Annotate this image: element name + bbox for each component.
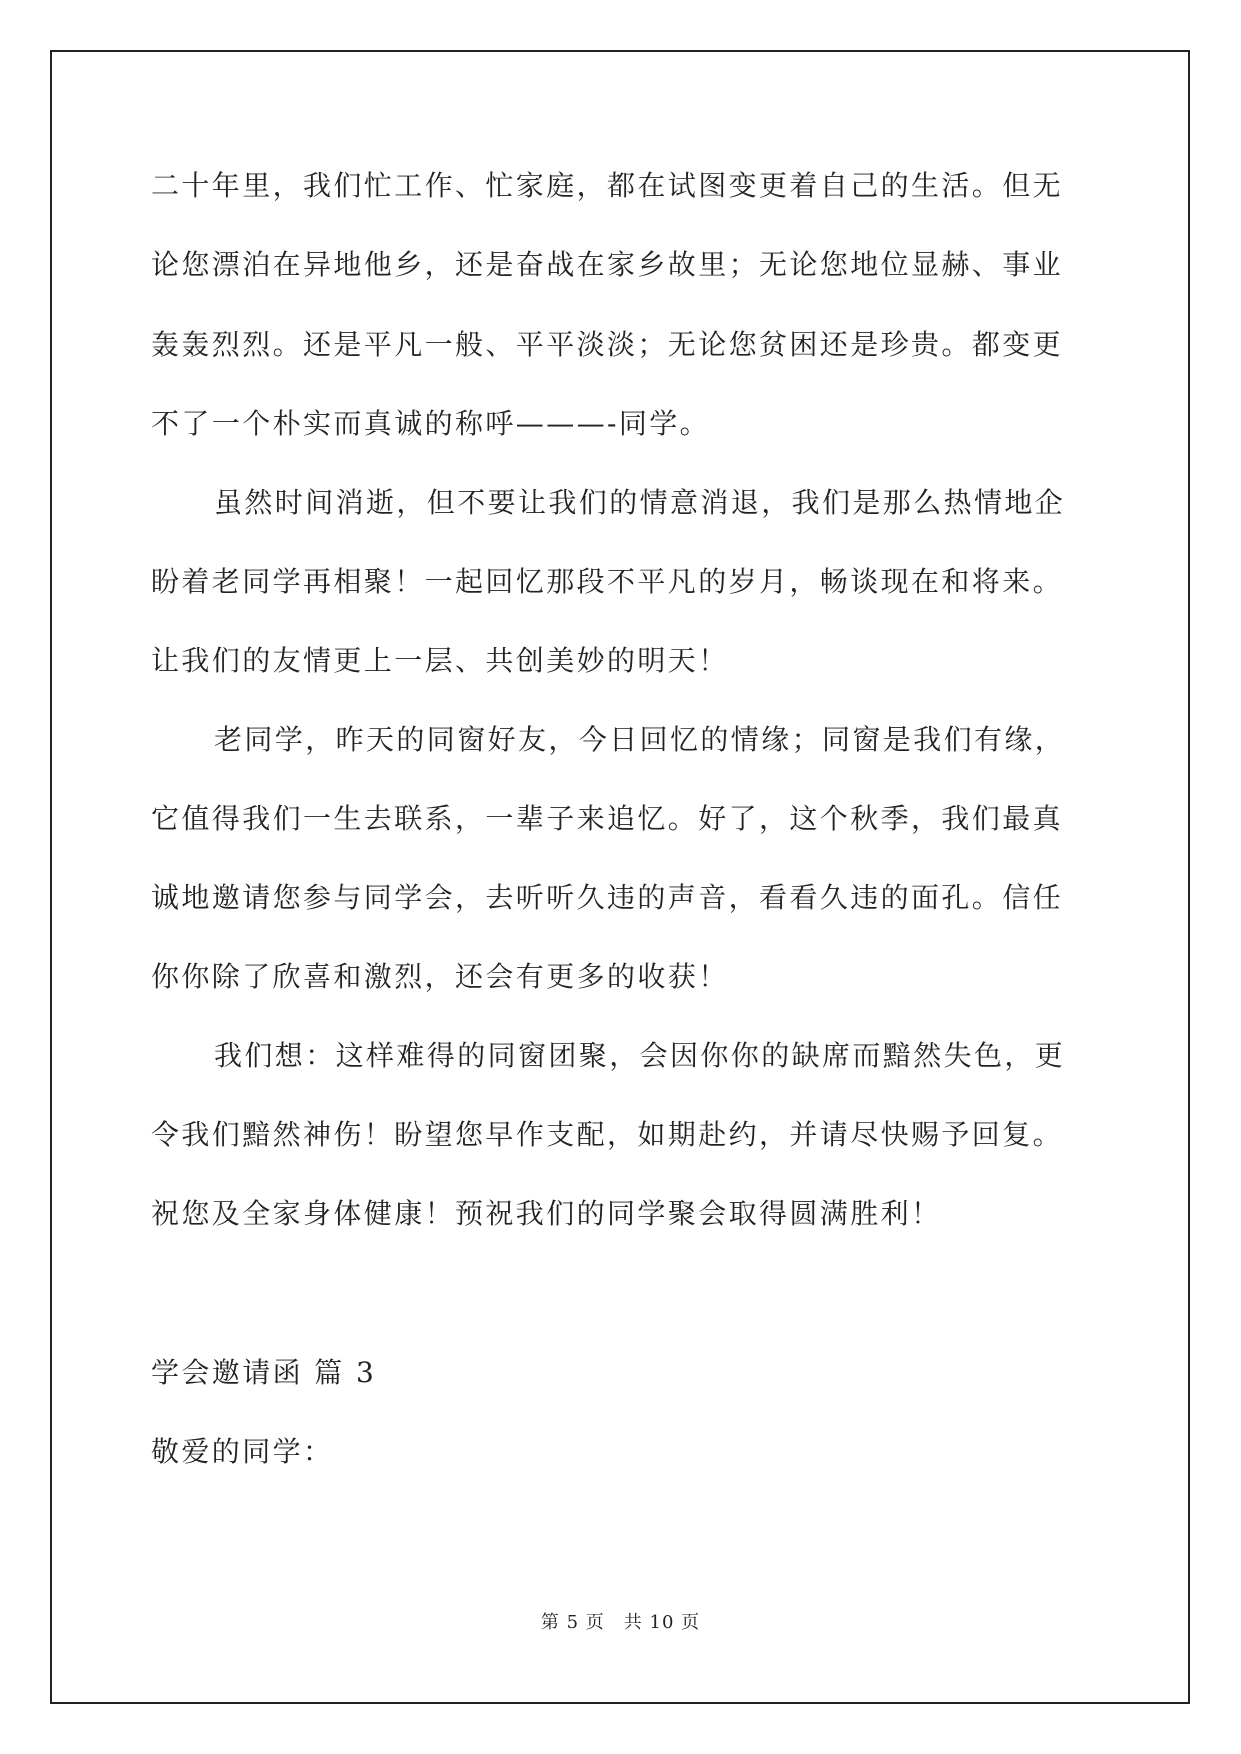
text-line: 令我们黯然神伤！盼望您早作支配，如期赴约，并请尽快赐予回复。 [151, 1118, 1064, 1151]
text-line: 诚地邀请您参与同学会，去听听久违的声音，看看久违的面孔。信任 [151, 881, 1064, 914]
text-line: 我们想：这样难得的同窗团聚，会因你你的缺席而黯然失色，更 [214, 1039, 1066, 1072]
salutation: 敬爱的同学： [151, 1435, 334, 1468]
text-line: 二十年里，我们忙工作、忙家庭，都在试图变更着自己的生活。但无 [151, 169, 1064, 202]
text-line: 论您漂泊在异地他乡，还是奋战在家乡故里；无论您地位显赫、事业 [151, 248, 1064, 281]
text-line: 它值得我们一生去联系，一辈子来追忆。好了，这个秋季，我们最真 [151, 802, 1064, 835]
section-title: 学会邀请函 篇 3 [151, 1356, 377, 1389]
text-line: 祝您及全家身体健康！预祝我们的同学聚会取得圆满胜利！ [151, 1197, 942, 1230]
text-line: 让我们的友情更上一层、共创美妙的明天！ [151, 644, 729, 677]
text-line: 虽然时间消逝，但不要让我们的情意消退，我们是那么热情地企 [214, 486, 1066, 519]
text-line: 老同学，昨天的同窗好友，今日回忆的情缘；同窗是我们有缘， [214, 723, 1066, 756]
text-line: 你你除了欣喜和激烈，还会有更多的收获！ [151, 960, 729, 993]
text-line: 盼着老同学再相聚！一起回忆那段不平凡的岁月，畅谈现在和将来。 [151, 565, 1064, 598]
page-footer: 第 5 页 共 10 页 [540, 1612, 701, 1633]
text-line: 轰轰烈烈。还是平凡一般、平平淡淡；无论您贫困还是珍贵。都变更 [151, 328, 1064, 361]
text-line: 不了一个朴实而真诚的称呼———-同学。 [151, 407, 711, 440]
